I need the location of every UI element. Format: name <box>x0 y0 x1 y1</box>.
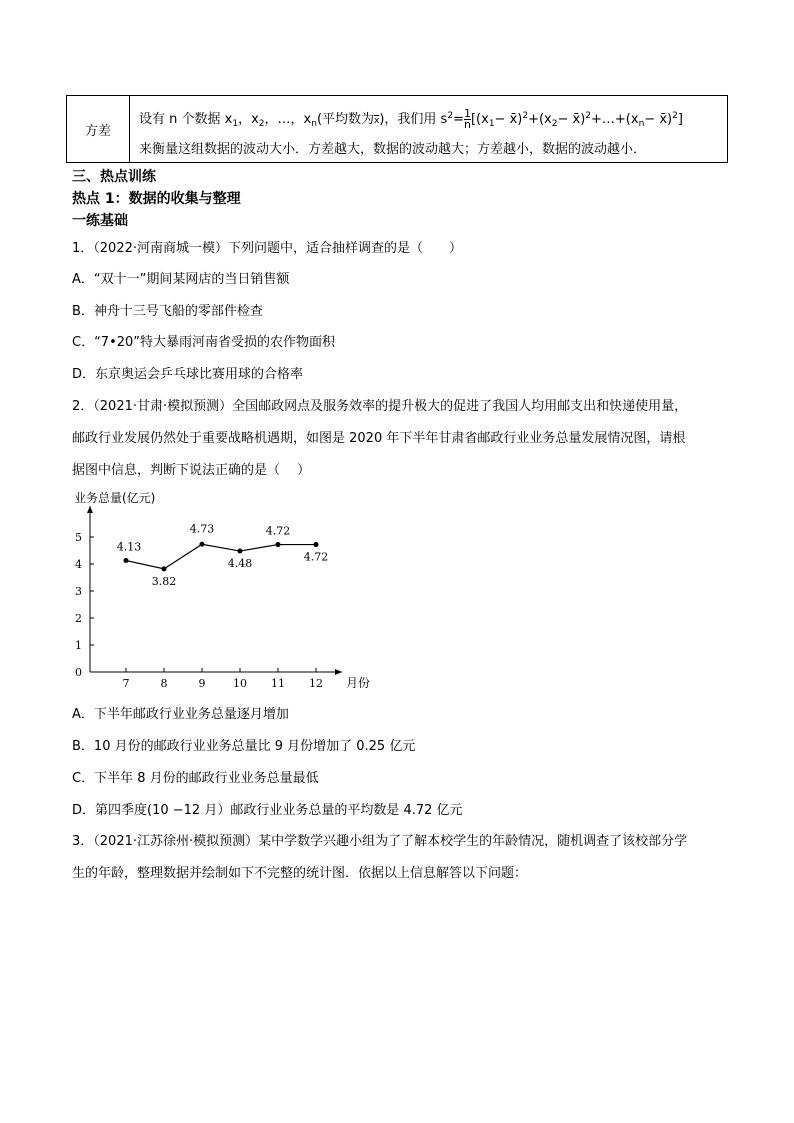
question-2-option-a: A．下半年邮政行业业务总量逐月增加 <box>72 707 289 722</box>
x-tick-label: 10 <box>233 677 247 690</box>
x-tick-label: 11 <box>271 677 285 690</box>
question-2-option-b: B．10 月份的邮政行业业务总量比 9 月份增加了 0.25 亿元 <box>72 739 416 754</box>
data-point <box>200 542 205 547</box>
y-tick-label: 2 <box>75 612 82 625</box>
data-label: 4.48 <box>227 557 253 571</box>
y-axis-arrow <box>87 506 93 513</box>
question-2-option-c: C．下半年 8 月份的邮政行业业务总量最低 <box>72 771 319 786</box>
data-point <box>314 542 319 547</box>
x-tick-label: 12 <box>309 677 323 690</box>
data-label: 4.13 <box>116 540 142 554</box>
y-tick-label: 5 <box>75 531 82 544</box>
section-title: 三、热点训练 <box>72 169 156 185</box>
data-point <box>276 542 281 547</box>
subsection-title: 一练基础 <box>72 213 128 229</box>
data-label: 4.72 <box>265 524 291 538</box>
definition-table <box>66 95 728 163</box>
question-1-option-b: B．神舟十三号飞船的零部件检查 <box>72 304 263 319</box>
hotspot-title: 热点 1：数据的收集与整理 <box>72 191 241 207</box>
data-label: 3.82 <box>151 574 177 588</box>
y-tick-label: 3 <box>75 585 82 598</box>
y-axis-label: 业务总量(亿元) <box>74 491 156 505</box>
question-1-option-d: D．东京奥运会乒乓球比赛用球的合格率 <box>72 367 304 382</box>
data-point <box>238 549 243 554</box>
fraction-one-over-n: $\frac{1}{n}$ <box>463 107 471 131</box>
y-tick-label: 4 <box>75 558 82 571</box>
y-tick-label: 1 <box>75 639 82 652</box>
question-2-stem-line-1: 2．（2021·甘肃·模拟预测）全国邮政网点及服务效率的提升极大的促进了我国人均用邮支出和快递使用量， <box>72 399 688 414</box>
data-series-line <box>126 544 316 569</box>
definition-label: 方差 <box>67 96 130 162</box>
question-1-stem: 1．（2022·河南商城一模）下列问题中，适合抽样调查的是（ ） <box>72 241 462 256</box>
question-1-option-c: C．“7•20”特大暴雨河南省受损的农作物面积 <box>72 335 336 350</box>
question-2-stem-line-2: 邮政行业发展仍然处于重要战略机遇期，如图是 2020 年下半年甘肃省邮政行业业务总量发展情况图，请根 <box>72 431 686 446</box>
question-2-stem-line-3: 据图中信息，判断下说法正确的是（ ） <box>72 463 311 478</box>
question-3-stem-line-2: 生的年龄，整理数据并绘制如下不完整的统计图．依据以上信息解答以下问题： <box>72 866 528 881</box>
data-label: 4.72 <box>303 550 329 564</box>
question-2-option-d: D．第四季度(10 −12 月）邮政行业业务总量的平均数是 4.72 亿元 <box>72 803 463 818</box>
x-tick-label: 9 <box>198 677 206 690</box>
data-point <box>124 558 129 563</box>
y-tick-label: 0 <box>75 666 82 679</box>
definition-formula-line: 设有 n 个数据 $x_1$，$x_2$，…，$x_n$(平均数为$\overline{x}$)，我们用 $s^2=$ $\frac{1}{n}$ [($x_1-$ $x̄)^2+(x_2-$ $x̄)^2+\dots+(x_n-$ x̄)$^2$] <box>139 107 683 131</box>
x-axis-label: 月份 <box>346 676 371 690</box>
question-1-option-a: A．“双十一”期间某网店的当日销售额 <box>72 272 290 287</box>
data-point <box>162 566 167 571</box>
x-axis-arrow <box>335 669 342 675</box>
definition-explanation: 来衡量这组数据的波动大小．方差越大，数据的波动越大；方差越小，数据的波动越小． <box>139 142 647 157</box>
x-tick-label: 8 <box>160 677 168 690</box>
data-label: 4.73 <box>189 522 215 536</box>
business-volume-line-chart <box>60 488 390 693</box>
question-3-stem-line-1: 3．（2021·江苏徐州·模拟预测）某中学数学兴趣小组为了了解本校学生的年龄情况，随机调查了该校部分学 <box>72 834 688 849</box>
x-tick-label: 7 <box>122 677 130 690</box>
